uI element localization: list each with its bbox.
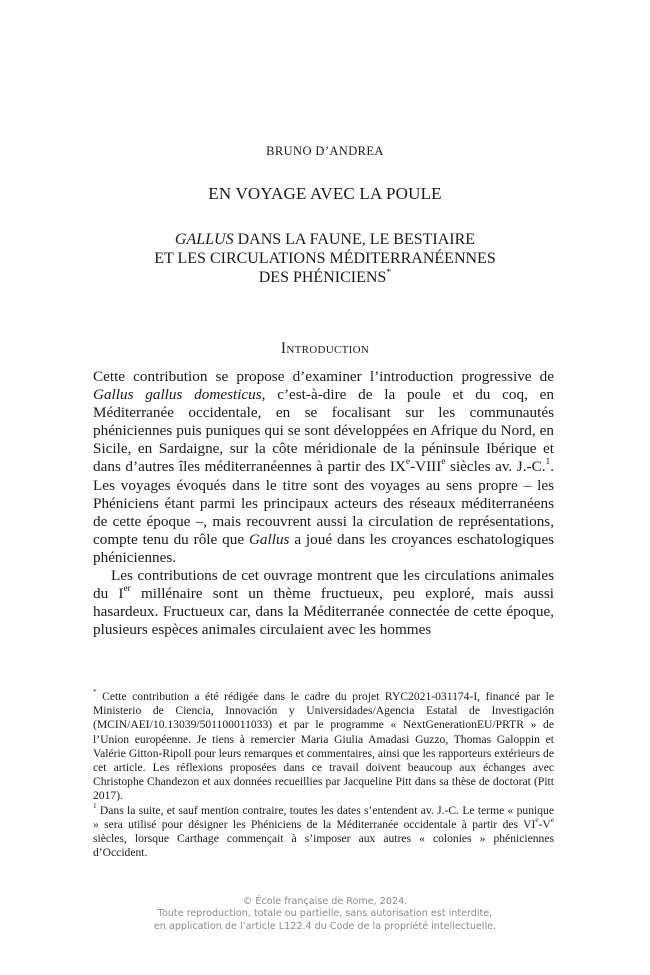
- footnote-star: [93, 690, 554, 804]
- paragraph-1-text: -VIII: [410, 458, 442, 476]
- body-text: [93, 368, 554, 639]
- superscript: e: [535, 816, 539, 825]
- copyright-line: © École française de Rome, 2024.: [242, 896, 408, 907]
- footnote-ref-1[interactable]: 1: [545, 457, 551, 468]
- footnote-text: Dans la suite, et sauf mention contraire, toutes les dates s’entendent av. J.-C. Le terme « punique » sera utilisé pour désigner les Phéniciens de la Méditerranée occidentale à partir des VI: [93, 803, 554, 831]
- paragraph-1-text: , c’est-à-dire de la poule et du coq, en Méditerranée occidentale, en se focalisant sur les communautés phéniciennes puis puniques qui se sont développées en Afrique du Nord, en Sicile, en Sardaigne, sur la côte méridionale de la péninsule Ibérique et dans d’autres îles méditerranéennes à partir des IX: [93, 386, 554, 476]
- footnotes: [93, 690, 554, 860]
- species-name: Gallus gallus domesticus: [93, 386, 262, 404]
- footnote-mark: 1: [93, 802, 97, 811]
- subtitle-line-3-text: DES PHÉNICIENS: [258, 269, 387, 286]
- section-heading: Introduction: [280, 340, 370, 357]
- genus-name: Gallus: [248, 530, 290, 548]
- paragraph-1-text: . Les voyages évoqués dans le titre sont des voyages au sens propre – les Phéniciens étant parmi les principaux acteurs des réseaux méditerranéens de cette époque –, mais recouvrent aussi la circulation de représentations, compte tenu du rôle que: [93, 458, 554, 548]
- superscript: er: [123, 584, 131, 595]
- paragraph-1-text: siècles av. J.-C.: [445, 458, 546, 476]
- footnote-text: siècles, lorsque Carthage commençait à s’imposer aux autres « colonies » phéniciennes d’Occident.: [93, 832, 554, 860]
- legal-reference: en application de l’article L122.4 du Code de la propriété intellectuelle.: [153, 920, 497, 932]
- paragraph-1-text: a joué dans les croyances eschatologiques phéniciennes.: [93, 530, 554, 566]
- subtitle-line-3: [70, 268, 580, 287]
- superscript: e: [550, 816, 554, 825]
- subtitle-italic-word: GALLUS: [174, 231, 234, 248]
- subtitle-line-1-rest: DANS LA FAUNE, LE BESTIAIRE: [233, 231, 476, 248]
- subtitle-line-1: [70, 230, 580, 249]
- superscript: e: [441, 457, 446, 468]
- article-title: EN VOYAGE AVEC LA POULE: [208, 184, 442, 203]
- subtitle-note-mark: *: [386, 266, 392, 278]
- paragraph-1-text: Cette contribution se propose d’examiner l’introduction progressive de: [93, 368, 554, 385]
- article-subtitle: [70, 230, 580, 287]
- paragraph-1: [93, 368, 554, 567]
- reproduction-notice: Toute reproduction, totale ou partielle, sans autorisation est interdite,: [157, 908, 493, 920]
- footnote-1: [93, 804, 554, 861]
- footnote-mark: *: [93, 688, 97, 697]
- superscript: e: [405, 457, 411, 468]
- footnote-text: Cette contribution a été rédigée dans le cadre du projet RYC2021-031174-I, financé par le Ministerio de Ciencia, Innovación y Universidades/Agencia Estatal de Investigación (MCIN/AEI/10.13039/501100011033) et par le programme « NextGenerationEU/PRTR » de l’Union européenne. Je tiens à remercier Maria Giulia Amadasi Guzzo, Thomas Galoppin et Valérie Gitton-Ripoll pour leurs remarques et commentaires, ainsi que les rapporteurs extérieurs de cet article. Les réflexions proposées dans ce travail doivent beaucoup aux échanges avec Christophe Chandezon et aux données recueillies par Jacqueline Pitt dans sa thèse de doctorat (Pitt 2017).: [93, 690, 554, 803]
- paragraph-2: [93, 567, 554, 639]
- paragraph-2-text: Les contributions de cet ouvrage montrent que les circulations animales du I: [93, 567, 554, 603]
- footnote-text: -V: [538, 817, 551, 831]
- paragraph-2-text: millénaire sont un thème fructueux, peu exploré, mais aussi hasardeux. Fructueux car, dans la Méditerranée connectée de cette époque, plusieurs espèces animales circulaient avec les hommes: [93, 585, 555, 639]
- author-name: BRUNO D’ANDREA: [266, 144, 384, 158]
- copyright-footer: [0, 896, 650, 933]
- subtitle-line-2: ET LES CIRCULATIONS MÉDITERRANÉENNES: [154, 250, 496, 267]
